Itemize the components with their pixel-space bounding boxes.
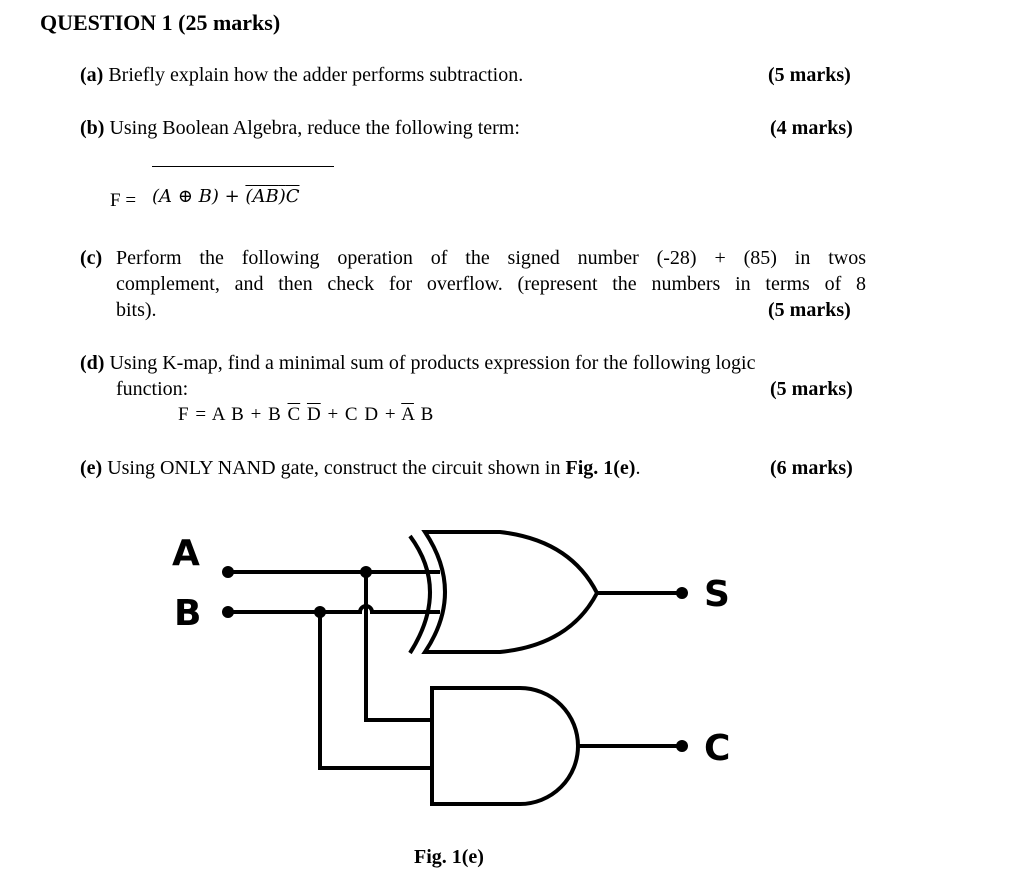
formula-b-var-b: B	[198, 186, 212, 207]
formula-d-t4-a: $\overline{A}$	[401, 404, 414, 425]
xor-gate-body	[425, 532, 597, 652]
formula-b-ab-a: A	[252, 186, 266, 207]
part-e-marks: (6 marks)	[770, 457, 853, 479]
junction-b	[314, 606, 326, 618]
and-gate-body	[432, 688, 578, 804]
formula-b-var-c: $\overline{C}$	[285, 186, 300, 207]
part-a-label: (a)	[80, 64, 104, 86]
formula-d-t2-d: $\overline{D}$	[306, 404, 321, 425]
part-a-marks: (5 marks)	[768, 64, 851, 86]
formula-d-t3: C D	[344, 404, 379, 425]
formula-d-t1: A B	[211, 404, 244, 425]
formula-b-group-open: (	[245, 186, 253, 207]
wire-a-tap	[366, 572, 432, 720]
part-e-figure-ref: Fig. 1(e)	[565, 457, 636, 479]
output-c-terminal	[676, 740, 688, 752]
part-b-text: Using Boolean Algebra, reduce the following term:	[109, 117, 520, 139]
formula-b-lhs: F =	[110, 190, 137, 211]
formula-b-open: (	[152, 186, 160, 207]
formula-b-close: )	[211, 186, 219, 207]
part-b-marks: (4 marks)	[770, 117, 853, 139]
formula-d-t4-b: B	[420, 404, 434, 425]
part-c-line2: complement, and then check for overflow. (represent the numbers in terms of 8	[116, 273, 866, 295]
part-d-line1: Using K-map, find a minimal sum of products expression for the following logic	[109, 352, 756, 374]
formula-d-p3: +	[384, 404, 396, 425]
part-d-marks: (5 marks)	[770, 378, 853, 400]
formula-d-t2-b: B	[268, 404, 281, 425]
xor-symbol: ⊕	[177, 186, 193, 207]
part-e-text-end: .	[635, 457, 641, 479]
output-s-terminal	[676, 587, 688, 599]
wire-b-tap	[320, 612, 432, 768]
input-b-label: B	[174, 593, 202, 634]
formula-d-t2-c: $\overline{C}$	[287, 404, 301, 425]
input-b-terminal	[222, 606, 234, 618]
formula-d-p2: +	[327, 404, 339, 425]
output-s-label: S	[704, 574, 730, 615]
wire-b	[228, 606, 440, 612]
figure-caption: Fig. 1(e)	[414, 846, 484, 868]
part-b-label: (b)	[80, 117, 105, 139]
xor-gate-input-arc	[410, 536, 430, 653]
junction-a	[360, 566, 372, 578]
formula-b-plus: +	[224, 186, 240, 207]
part-e-label: (e)	[80, 457, 103, 479]
part-e-text: Using ONLY NAND gate, construct the circuit shown in	[107, 457, 561, 479]
part-d-line2: function:	[116, 378, 189, 400]
formula-b-var-a: A	[159, 186, 173, 207]
part-c-marks: (5 marks)	[768, 299, 851, 321]
part-a-text: Briefly explain how the adder performs subtraction.	[108, 64, 524, 86]
part-c-line1: Perform the following operation of the signed number (-28) + (85) in twos	[116, 247, 866, 269]
formula-d-lhs: F =	[178, 404, 207, 425]
input-a-terminal	[222, 566, 234, 578]
question-title: QUESTION 1 (25 marks)	[40, 10, 281, 35]
formula-b-group-close: )	[278, 186, 286, 207]
input-a-label: A	[172, 533, 200, 574]
part-c-line3: bits).	[116, 299, 157, 321]
part-c-label-text: (c)	[80, 247, 103, 269]
formula-b-ab-b: B	[265, 186, 279, 207]
part-d-label: (d)	[80, 352, 105, 374]
formula-d-p1: +	[250, 404, 262, 425]
output-c-label: C	[704, 728, 731, 769]
